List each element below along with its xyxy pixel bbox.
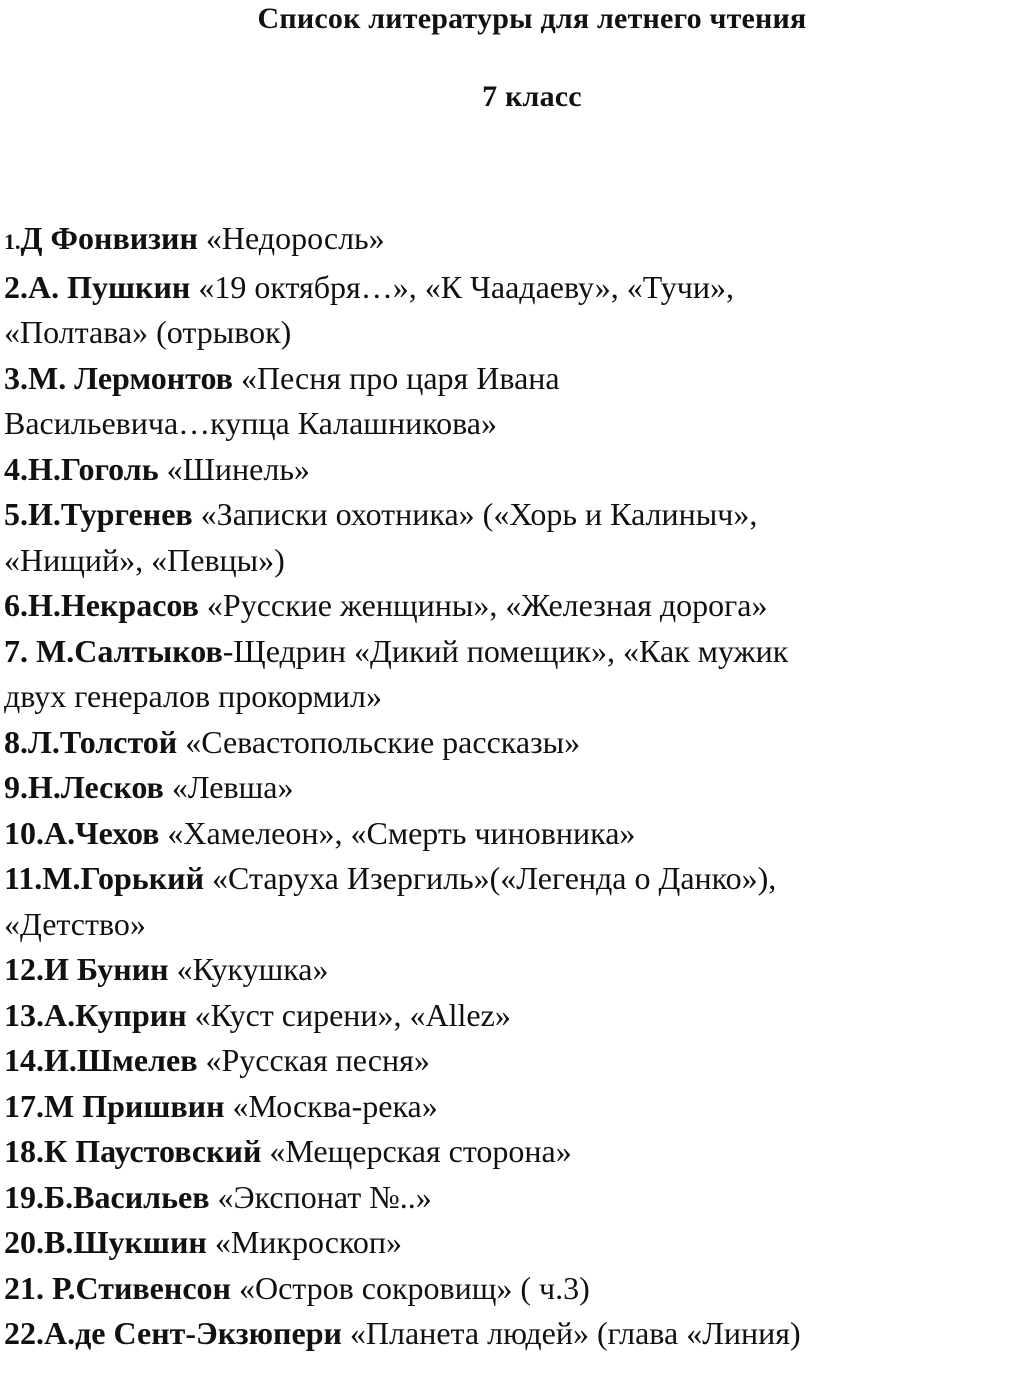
list-item-line bbox=[4, 583, 1022, 629]
list-item-line bbox=[4, 216, 1022, 265]
list-item-line bbox=[4, 1266, 1022, 1312]
list-item bbox=[4, 492, 1022, 583]
item-author: Л.Толстой bbox=[28, 723, 178, 760]
item-number: 3. bbox=[4, 359, 28, 396]
item-works: «Нищий», «Певцы») bbox=[4, 541, 285, 578]
item-number: 21. bbox=[4, 1269, 52, 1306]
item-number: 7. bbox=[4, 632, 36, 669]
item-author: К Паустовский bbox=[44, 1133, 262, 1169]
list-item-line bbox=[4, 1220, 1022, 1266]
item-author: И Бунин bbox=[44, 951, 169, 987]
list-item bbox=[4, 356, 1022, 447]
item-number: 11. bbox=[4, 860, 43, 896]
list-item-line bbox=[4, 629, 1022, 675]
list-item-line bbox=[4, 447, 1022, 493]
item-works: «Детство» bbox=[4, 905, 146, 942]
list-item bbox=[4, 947, 1022, 993]
list-item-line bbox=[4, 993, 1022, 1039]
item-works: «Кукушка» bbox=[168, 951, 329, 987]
list-item-line bbox=[4, 947, 1022, 993]
item-works: «Остров сокровищ» ( ч.3) bbox=[230, 1269, 590, 1306]
list-item bbox=[4, 1220, 1022, 1266]
item-number: 14. bbox=[4, 1042, 44, 1078]
item-number: 4. bbox=[4, 450, 28, 487]
list-item-line bbox=[4, 674, 1022, 720]
item-author: М Пришвин bbox=[44, 1087, 225, 1124]
item-author: М.Салтыков bbox=[36, 632, 223, 669]
item-number: 17. bbox=[4, 1087, 44, 1124]
item-works: «Старуха Изергиль»(«Легенда о Данко»), bbox=[204, 860, 777, 896]
item-works: «Мещерская сторона» bbox=[261, 1133, 572, 1169]
item-number: 8. bbox=[4, 723, 28, 760]
item-number: 20. bbox=[4, 1224, 44, 1260]
list-item bbox=[4, 811, 1022, 857]
reading-list bbox=[4, 216, 1022, 1357]
list-item bbox=[4, 1311, 1022, 1357]
item-author: Б.Васильев bbox=[44, 1178, 210, 1215]
item-author: И.Шмелев bbox=[44, 1042, 198, 1078]
item-number: 18. bbox=[4, 1133, 44, 1169]
list-item-line bbox=[4, 538, 1022, 584]
item-number: 9. bbox=[4, 769, 28, 805]
item-author: Н.Гоголь bbox=[28, 450, 159, 487]
list-item-line bbox=[4, 492, 1022, 538]
list-item-line bbox=[4, 720, 1022, 766]
item-author: В.Шукшин bbox=[44, 1224, 207, 1260]
list-item-line bbox=[4, 310, 1022, 356]
item-works: «Полтава» (отрывок) bbox=[4, 314, 292, 350]
item-works: «Русская песня» bbox=[197, 1042, 430, 1078]
item-works: «19 октября…», «К Чаадаеву», «Тучи», bbox=[190, 268, 734, 305]
document-title: Список литературы для летнего чтения bbox=[257, 2, 807, 35]
item-works: «Шинель» bbox=[158, 450, 310, 487]
item-number: 6. bbox=[4, 587, 28, 623]
list-item bbox=[4, 447, 1022, 493]
list-item-line bbox=[4, 811, 1022, 857]
grade-heading: 7 класс bbox=[482, 80, 582, 113]
item-works: «Песня про царя Ивана bbox=[232, 359, 560, 396]
item-author: М. Лермонтов bbox=[28, 359, 233, 396]
item-works: «Микроскоп» bbox=[206, 1224, 402, 1260]
item-number: 12. bbox=[4, 951, 44, 987]
item-number: 2. bbox=[4, 268, 28, 305]
list-item bbox=[4, 1266, 1022, 1312]
item-number: 1. bbox=[4, 229, 21, 254]
item-author: А.де Сент-Экзюпери bbox=[44, 1315, 342, 1351]
item-author: А.Чехов bbox=[44, 814, 160, 851]
item-author: А.Куприн bbox=[44, 996, 187, 1033]
list-item-line bbox=[4, 1084, 1022, 1130]
list-item-line bbox=[4, 1129, 1022, 1175]
item-author: М.Горький bbox=[42, 860, 205, 896]
item-works: «Левша» bbox=[163, 769, 294, 805]
list-item-line bbox=[4, 856, 1022, 902]
item-works: «Русские женщины», «Железная дорога» bbox=[198, 587, 768, 623]
item-works: -Щедрин «Дикий помещик», «Как мужик bbox=[222, 632, 789, 669]
item-number: 19. bbox=[4, 1178, 44, 1215]
list-item-line bbox=[4, 401, 1022, 447]
list-item bbox=[4, 1038, 1022, 1084]
item-works: «Записки охотника» («Хорь и Калиныч», bbox=[192, 496, 758, 532]
list-item-line bbox=[4, 1311, 1022, 1357]
list-item bbox=[4, 720, 1022, 766]
item-number: 13. bbox=[4, 996, 44, 1033]
list-item bbox=[4, 1129, 1022, 1175]
list-item-line bbox=[4, 902, 1022, 948]
item-number: 5. bbox=[4, 496, 28, 532]
item-works: «Экспонат №..» bbox=[209, 1178, 432, 1215]
item-works: Васильевича…купца Калашникова» bbox=[4, 405, 497, 441]
item-author: Р.Стивенсон bbox=[52, 1269, 231, 1306]
list-item-line bbox=[4, 1038, 1022, 1084]
item-author: Д Фонвизин bbox=[20, 220, 198, 256]
list-item bbox=[4, 765, 1022, 811]
item-works: «Куст сирени», «Allez» bbox=[186, 996, 511, 1033]
list-item bbox=[4, 583, 1022, 629]
list-item bbox=[4, 1084, 1022, 1130]
list-item-line bbox=[4, 265, 1022, 311]
item-works: «Севастопольские рассказы» bbox=[177, 723, 581, 760]
list-item bbox=[4, 1175, 1022, 1221]
item-author: И.Тургенев bbox=[28, 496, 193, 532]
item-works: «Планета людей» (глава «Линия) bbox=[341, 1315, 801, 1351]
list-item bbox=[4, 265, 1022, 356]
item-number: 22. bbox=[4, 1315, 44, 1351]
item-author: Н.Лесков bbox=[28, 769, 164, 805]
item-author: Н.Некрасов bbox=[28, 587, 199, 623]
item-works: двух генералов прокормил» bbox=[4, 678, 382, 714]
item-number: 10. bbox=[4, 814, 44, 851]
list-item bbox=[4, 629, 1022, 720]
item-author: А. Пушкин bbox=[28, 268, 191, 305]
list-item-line bbox=[4, 765, 1022, 811]
list-item-line bbox=[4, 1175, 1022, 1221]
item-works: «Недоросль» bbox=[197, 220, 385, 256]
item-works: «Хамелеон», «Смерть чиновника» bbox=[159, 814, 636, 851]
list-item bbox=[4, 993, 1022, 1039]
item-works: «Москва-река» bbox=[224, 1087, 438, 1124]
list-item bbox=[4, 216, 1022, 265]
list-item bbox=[4, 856, 1022, 947]
list-item-line bbox=[4, 356, 1022, 402]
